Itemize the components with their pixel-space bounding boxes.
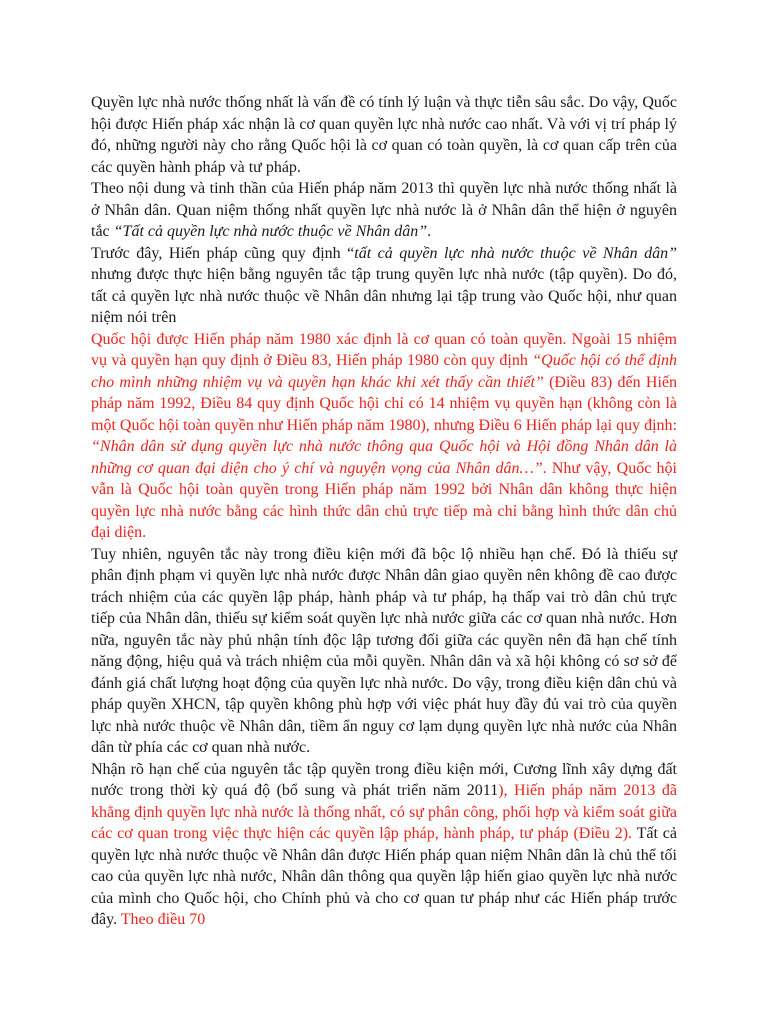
paragraph bbox=[91, 92, 677, 178]
quote-run: “Tất cả quyền lực nhà nước thuộc về Nhân dân” bbox=[113, 223, 428, 240]
document-body bbox=[91, 92, 677, 931]
text-run: . bbox=[427, 223, 432, 240]
text-run: Quyền lực nhà nước thống nhất là vấn đề có tính lý luận và thực tiễn sâu sắc. Do vậy, Quốc hội được Hiến pháp xác nhận là cơ quan quyền lực nhà nước cao nhất. Và với vị trí pháp lý đó, những người này cho rằng Quốc hội là cơ quan có toàn quyền, là cơ quan cấp trên của các quyền hành pháp và tư pháp. bbox=[91, 94, 677, 176]
highlighted-run: ), Hiến pháp năm 2013 đã khẳng định quyền lực nhà nước là thống nhất, có sự phân công, phối hợp và kiểm soát giữa các cơ quan trong việc thực hiện các quyền lập pháp, hành pháp, tư pháp (Điều 2). bbox=[91, 782, 677, 842]
text-run: Quốc hội được Hiến pháp năm 1980 xác định là cơ quan có toàn quyền. Ngoài 15 nhiệm vụ và quyền hạn quy định ở Điều 83, Hiến pháp 1980 còn quy định bbox=[91, 330, 677, 369]
text-run: Tuy nhiên, nguyên tắc này trong điều kiện mới đã bộc lộ nhiều hạn chế. Đó là thiếu sự phân định phạm vi quyền lực nhà nước được Nhân dân giao quyền nên không đề cao được trách nhiệm của các quyền lập pháp, hành pháp và tư pháp, hạ thấp vai trò dân chủ trực tiếp của Nhân dân, thiếu sự kiểm soát quyền lực nhà nước giữa các cơ quan nhà nước. Hơn nữa, nguyên tắc này phủ nhận tính độc lập tương đối giữa các quyền nên đã hạn chế tính năng động, hiệu quả và trách nhiệm của mỗi quyền. Nhân dân và xã hội không có sơ sở để đánh giá chất lượng hoạt động của quyền lực nhà nước. Do vậy, trong điều kiện dân chủ và pháp quyền XHCN, tập quyền không phù hợp với việc phát huy đầy đủ vai trò của quyền lực nhà nước thuộc về Nhân dân, tiềm ẩn nguy cơ lạm dụng quyền lực nhà nước của Nhân dân từ phía các cơ quan nhà nước. bbox=[91, 545, 677, 756]
paragraph bbox=[91, 759, 677, 931]
paragraph bbox=[91, 178, 677, 243]
paragraph bbox=[91, 243, 677, 329]
highlighted-run: Theo điều 70 bbox=[120, 911, 206, 928]
text-run: Theo nội dung và tinh thần của Hiến pháp năm 2013 thì quyền lực nhà nước thống nhất là ở Nhân dân. Quan niệm thống nhất quyền lực nhà nước là ở Nhân dân thể hiện ở nguyên tắc bbox=[91, 180, 677, 240]
paragraph-highlighted bbox=[91, 329, 677, 544]
quote-run: “Nhân dân sử dụng quyền lực nhà nước thông qua Quốc hội và Hội đồng Nhân dân là những cơ quan đại diện cho ý chí và nguyện vọng của Nhân dân…” bbox=[91, 438, 677, 477]
quote-run: “Quốc hội có thể định cho mình những nhiệm vụ và quyền hạn khác khi xét thấy cần thiết” bbox=[91, 352, 678, 391]
text-run: Trước đây, Hiến pháp cũng quy định “ bbox=[91, 244, 355, 262]
text-run: nhưng được thực hiện bằng nguyên tắc tập trung quyền lực nhà nước (tập quyền). Do đó, tất cả quyền lực nhà nước thuộc về Nhân dân nhưng lại tập trung vào Quốc hội, như quan niệm nói trên bbox=[91, 266, 677, 326]
text-run: Nhận rõ hạn chế của nguyên tắc tập quyền trong điều kiện mới, Cương lĩnh xây dựng đất nước trong thời kỳ quá độ (bổ sung và phát triển năm 2011 bbox=[91, 760, 677, 799]
text-run: (Điều 83) đến Hiến pháp năm 1992, Điều 84 quy định Quốc hội chỉ có 14 nhiệm vụ quyền hạn (không còn là một Quốc hội toàn quyền như Hiến pháp năm 1980), nhưng Điều 6 Hiến pháp lại quy định: bbox=[91, 373, 677, 434]
text-run: . Như vậy, Quốc hội vẫn là Quốc hội toàn quyền trong Hiến pháp năm 1992 bởi Nhân dân không thực hiện quyền lực nhà nước bằng các hình thức dân chủ trực tiếp mà chỉ bằng hình thức dân chủ đại diện. bbox=[91, 459, 678, 541]
paragraph bbox=[91, 544, 677, 759]
text-run: Tất cả quyền lực nhà nước thuộc về Nhân dân được Hiến pháp quan niệm Nhân dân là chủ thể tối cao của quyền lực nhà nước, Nhân dân thông qua quyền lập hiến giao quyền lực nhà nước của mình cho Quốc hội, cho Chính phủ và cho cơ quan tư pháp như các Hiến pháp trước đây. bbox=[91, 825, 678, 928]
quote-run: tất cả quyền lực nhà nước thuộc về Nhân dân” bbox=[354, 244, 678, 262]
